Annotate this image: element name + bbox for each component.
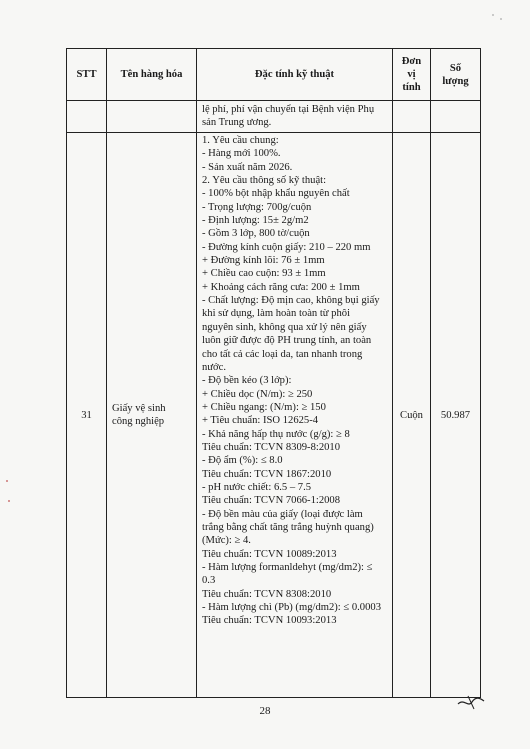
header-unit-line: Đơn xyxy=(401,56,422,67)
cell-empty xyxy=(393,101,431,133)
signature-mark-icon xyxy=(456,692,486,712)
spec-line: - Độ bền màu của giấy (loại được làm xyxy=(202,508,363,520)
spec-line: luôn giữ được độ PH trung tính, an toàn xyxy=(202,335,372,347)
spec-line: - pH nước chiết: 6.5 – 7.5 xyxy=(202,481,312,493)
header-qty xyxy=(431,49,481,101)
spec-line: - Gồm 3 lớp, 800 tờ/cuộn xyxy=(202,228,310,240)
cell-empty xyxy=(107,101,197,133)
header-stt: STT xyxy=(67,49,107,101)
page-number: 28 xyxy=(259,705,271,717)
cell-unit: Cuộn xyxy=(393,133,431,698)
cell-qty: 50.987 xyxy=(431,133,481,698)
spec-line: - Sản xuất năm 2026. xyxy=(202,161,293,173)
spec-line: lệ phí, phí vận chuyển tại Bệnh viện Phụ xyxy=(202,104,375,115)
spec-line: sản Trung ương. xyxy=(202,117,272,129)
spec-line: khi sử dụng, làm hoàn toàn từ phôi xyxy=(202,308,351,320)
spec-line: (Mức): ≥ 4. xyxy=(202,535,251,547)
cell-empty xyxy=(67,101,107,133)
header-unit-line: vị xyxy=(407,69,416,80)
spec-line: 0.3 xyxy=(202,575,216,587)
scan-speck xyxy=(6,480,8,482)
spec-line: Tiêu chuẩn: TCVN 8308:2010 xyxy=(202,588,332,600)
spec-list xyxy=(202,134,388,628)
spec-line: - Khả năng hấp thụ nước (g/g): ≥ 8 xyxy=(202,428,350,440)
spec-line: trắng bằng chất tăng trắng huỳnh quang) xyxy=(202,521,374,533)
spec-line: - Định lượng: 15± 2g/m2 xyxy=(202,215,309,227)
spec-line: - Chất lượng: Độ mịn cao, không bụi giấy xyxy=(202,295,380,307)
table-row-continuation xyxy=(67,101,481,133)
spec-line: - Trọng lượng: 700g/cuộn xyxy=(202,201,312,213)
scan-speck xyxy=(500,18,502,20)
spec-line: 2. Yêu cầu thông số kỹ thuật: xyxy=(202,175,327,187)
table-header-row xyxy=(67,49,481,101)
spec-line: Tiêu chuẩn: TCVN 10089:2013 xyxy=(202,548,337,560)
spec-line: - Hàm lượng formanldehyt (mg/dm2): ≤ xyxy=(202,562,373,573)
header-unit-line: tính xyxy=(402,82,421,93)
header-qty-line: Số xyxy=(449,62,462,74)
spec-line: + Chiều dọc (N/m): ≥ 250 xyxy=(202,388,313,400)
header-name: Tên hàng hóa xyxy=(107,49,197,101)
spec-line: + Chiều cao cuộn: 93 ± 1mm xyxy=(202,268,326,280)
spec-line: - Độ bền kéo (3 lớp): xyxy=(202,375,292,387)
item-name-line: Giấy vệ sinh xyxy=(112,402,166,414)
header-qty-line: lượng xyxy=(442,75,469,87)
spec-line: 1. Yêu cầu chung: xyxy=(202,135,279,146)
cell-empty xyxy=(431,101,481,133)
spec-line: nguyên sinh, không qua xử lý nên giấy xyxy=(202,321,367,333)
spec-line: + Khoảng cách răng cưa: 200 ± 1mm xyxy=(202,281,360,293)
spec-line: - Hàm lượng chì (Pb) (mg/dm2): ≤ 0.0003 xyxy=(202,602,381,614)
cell-stt: 31 xyxy=(67,133,107,698)
spec-line: Tiêu chuẩn: TCVN 8309-8:2010 xyxy=(202,441,341,453)
scan-speck xyxy=(492,14,494,16)
header-unit xyxy=(393,49,431,101)
cell-item-name xyxy=(107,133,197,698)
spec-line: - 100% bột nhập khẩu nguyên chất xyxy=(202,188,350,200)
specification-table xyxy=(66,48,481,698)
header-spec: Đặc tính kỹ thuật xyxy=(197,49,393,101)
spec-line: Tiêu chuẩn: TCVN 1867:2010 xyxy=(202,468,332,480)
spec-line: nước. xyxy=(202,361,226,373)
spec-line: - Hàng mới 100%. xyxy=(202,148,281,160)
spec-line: - Độ ẩm (%): ≤ 8.0 xyxy=(202,455,283,467)
spec-line: + Đường kính lõi: 76 ± 1mm xyxy=(202,255,325,267)
cell-continuation-spec xyxy=(197,101,393,133)
spec-line: + Tiêu chuẩn: ISO 12625-4 xyxy=(202,415,319,427)
scan-speck xyxy=(8,500,10,502)
spec-line: + Chiều ngang: (N/m): ≥ 150 xyxy=(202,401,326,413)
item-name-line: công nghiệp xyxy=(112,416,165,427)
spec-line: - Đường kính cuộn giấy: 210 – 220 mm xyxy=(202,241,371,253)
table-row xyxy=(67,133,481,698)
spec-line: Tiêu chuẩn: TCVN 10093:2013 xyxy=(202,615,337,627)
spec-line: Tiêu chuẩn: TCVN 7066-1:2008 xyxy=(202,495,341,507)
cell-spec xyxy=(197,133,393,698)
spec-line: cho tất cả các loại da, tan nhanh trong xyxy=(202,348,363,360)
